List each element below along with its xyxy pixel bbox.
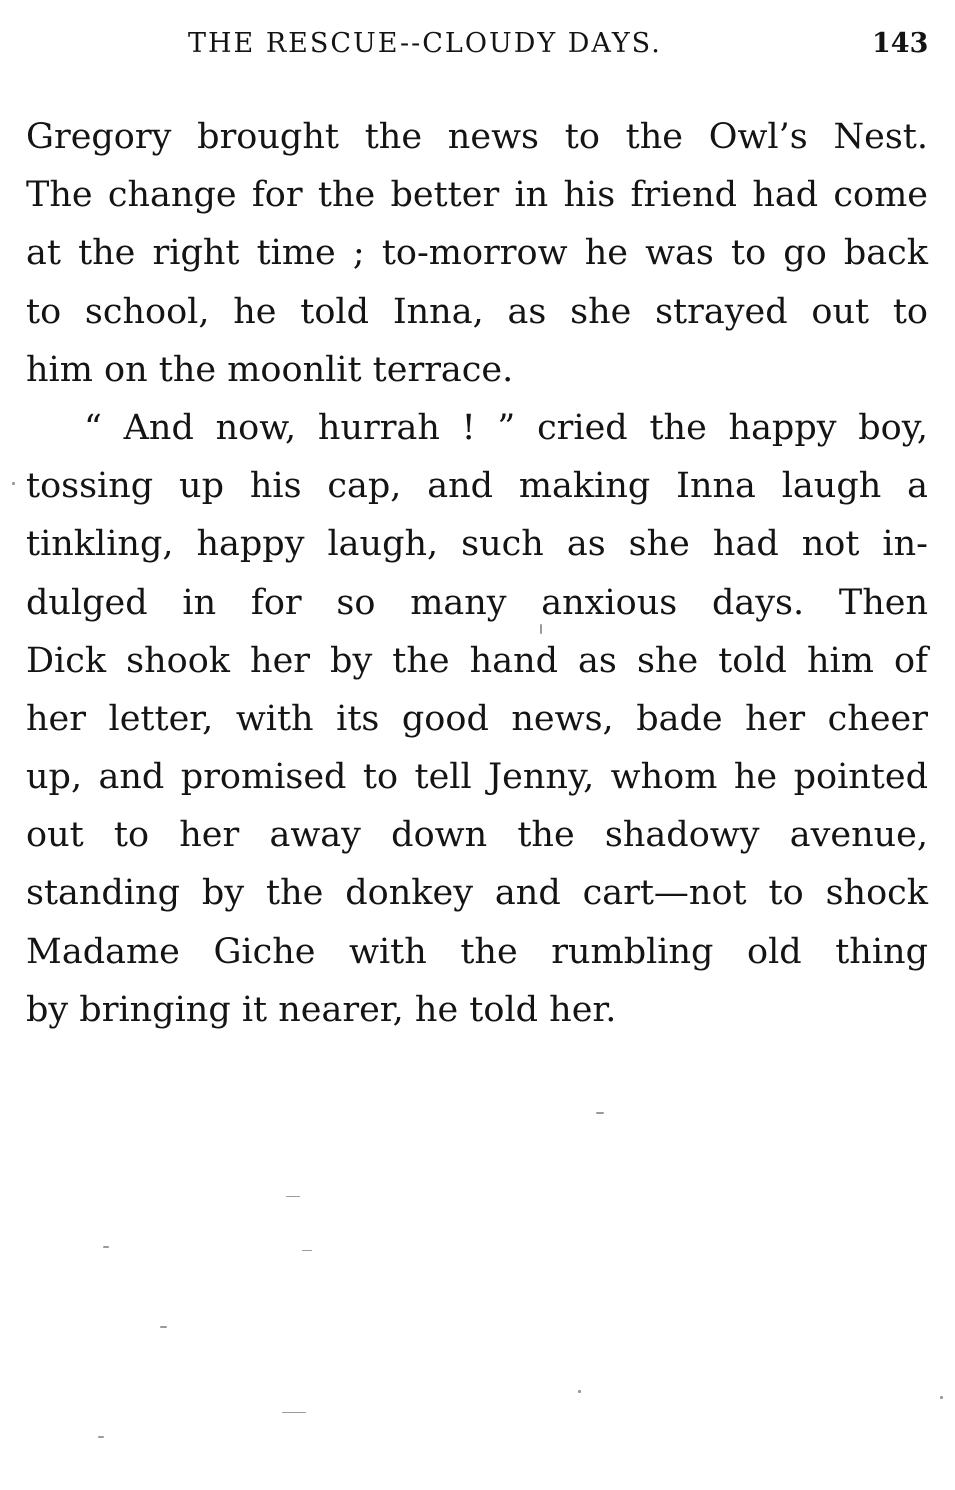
text-line: by bringing it nearer, he told her. xyxy=(26,989,617,1030)
text-line: to school, he told Inna, as she strayed out to xyxy=(26,291,928,332)
text-line: Dick shook her by the hand as she told him of xyxy=(26,640,928,681)
paper-speck xyxy=(302,1250,312,1251)
paper-speck xyxy=(940,1396,943,1399)
paper-speck xyxy=(98,1436,104,1438)
text-line: Gregory brought the news to the Owl’s Nest. xyxy=(26,117,928,157)
text-line: Madame Giche with the rumbling old thing xyxy=(26,931,928,972)
text-line: standing by the donkey and cart—not to shock xyxy=(26,873,928,914)
paper-speck xyxy=(578,1390,581,1393)
paper-speck xyxy=(160,1326,167,1328)
paper-speck xyxy=(282,1412,306,1413)
page-number: 143 xyxy=(872,28,929,59)
text-line: tossing up his cap, and making Inna laugh a xyxy=(26,466,928,507)
paper-speck xyxy=(12,482,15,485)
paper-speck xyxy=(596,1112,604,1114)
text-line: up, and promised to tell Jenny, whom he pointed xyxy=(26,757,928,798)
body-text xyxy=(26,108,928,1039)
text-line: out to her away down the shadowy avenue, xyxy=(26,815,928,856)
paper-speck xyxy=(540,624,542,634)
text-line: “ And now, hurrah ! ” cried the happy boy, xyxy=(84,407,928,448)
text-line: her letter, with its good news, bade her cheer xyxy=(26,698,928,739)
text-line: him on the moonlit terrace. xyxy=(26,349,514,390)
running-title: THE RESCUE--CLOUDY DAYS. xyxy=(188,28,662,59)
text-line: at the right time ; to-morrow he was to go back xyxy=(26,233,928,274)
text-line: tinkling, happy laugh, such as she had not in- xyxy=(26,524,928,565)
paper-speck xyxy=(103,1246,109,1248)
running-head xyxy=(0,22,955,62)
paper-speck xyxy=(286,1196,300,1197)
text-line: The change for the better in his friend had come xyxy=(26,175,928,216)
text-line: dulged in for so many anxious days. Then xyxy=(26,582,928,623)
